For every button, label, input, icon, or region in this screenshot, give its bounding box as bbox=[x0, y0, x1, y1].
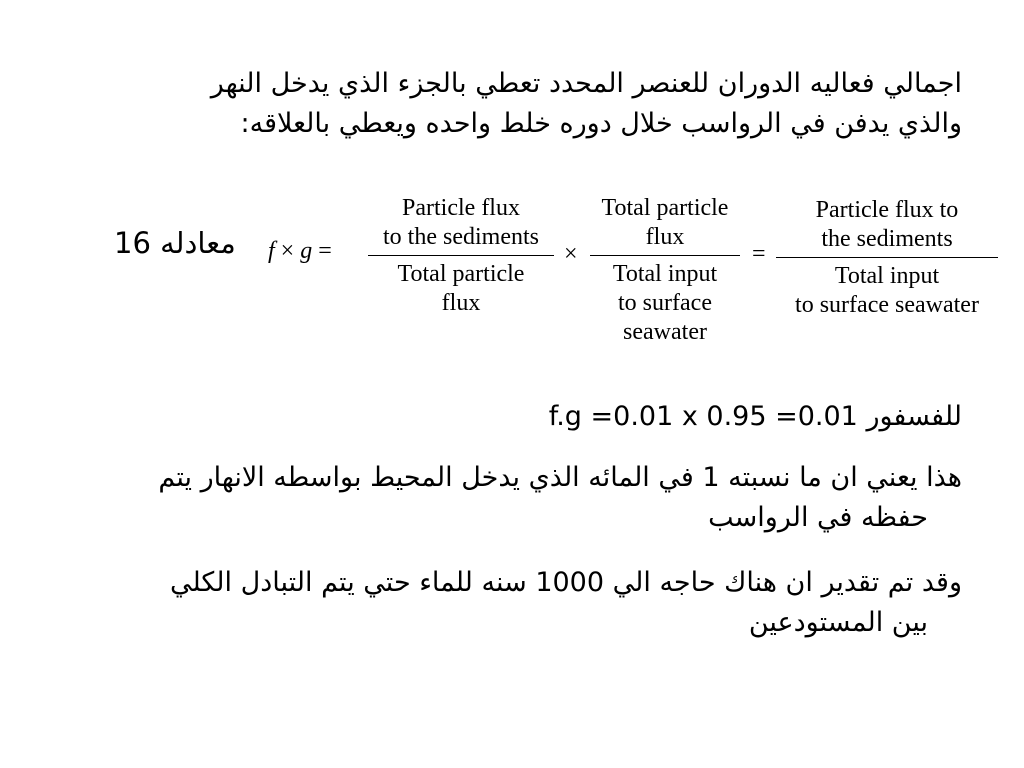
fraction-2-denominator-line-3: seawater bbox=[623, 319, 707, 345]
fraction-3-denominator-line-1: Total input bbox=[834, 263, 940, 289]
intro-line-1: اجمالي فعاليه الدوران للعنصر المحدد تعطي بالجزء الذي يدخل النهر bbox=[210, 68, 962, 99]
symbol-g: g bbox=[300, 238, 313, 264]
fraction-result bbox=[776, 196, 998, 320]
estimate-paragraph bbox=[42, 563, 962, 643]
fraction-1-denominator-line-1: Total particle bbox=[397, 261, 525, 287]
symbol-f: f bbox=[268, 238, 275, 264]
fraction-total-particle-ratio bbox=[590, 194, 740, 347]
fraction-3-bar bbox=[776, 257, 998, 258]
equation-lhs bbox=[268, 238, 332, 265]
fraction-1-numerator-line-2: to the sediments bbox=[383, 224, 539, 250]
equals-operator: = bbox=[752, 241, 766, 267]
fraction-3-numerator-line-2: the sediments bbox=[821, 226, 953, 252]
meaning-line-1: هذا يعني ان ما نسبته 1 في المائه الذي يدخل المحيط بواسطه الانهار يتم bbox=[158, 462, 962, 493]
symbol-times: × bbox=[280, 238, 295, 264]
phosphorus-line: للفسفور f.g =0.01 x 0.95 =0.01 bbox=[548, 401, 962, 432]
equation-label: معادله 16 bbox=[114, 226, 236, 260]
estimate-line-1: وقد تم تقدير ان هناك حاجه الي 1000 سنه للماء حتي يتم التبادل الكلي bbox=[169, 567, 962, 598]
fraction-2-denominator-line-2: to surface bbox=[618, 290, 712, 316]
fraction-3-denominator-line-2: to surface seawater bbox=[795, 292, 979, 318]
fraction-3-numerator-line-1: Particle flux to bbox=[815, 197, 959, 223]
fraction-1-numerator-line-1: Particle flux bbox=[402, 195, 520, 221]
phosphorus-calculation bbox=[62, 397, 962, 437]
estimate-line-2: بين المستودعين bbox=[748, 607, 928, 638]
intro-line-2: والذي يدفن في الرواسب خلال دوره خلط واحده ويعطي بالعلاقه: bbox=[240, 108, 962, 139]
fraction-particle-flux-ratio bbox=[368, 194, 554, 318]
symbol-equals: = bbox=[318, 238, 332, 264]
fraction-2-numerator-line-2: flux bbox=[645, 224, 685, 250]
fraction-1-bar bbox=[368, 255, 554, 256]
fraction-2-bar bbox=[590, 255, 740, 256]
fraction-2-numerator-line-1: Total particle bbox=[601, 195, 729, 221]
equation-block bbox=[268, 194, 1008, 354]
fraction-1-denominator-line-2: flux bbox=[441, 290, 481, 316]
times-operator: × bbox=[564, 241, 578, 267]
meaning-paragraph bbox=[42, 458, 962, 538]
fraction-2-denominator-line-1: Total input bbox=[612, 261, 718, 287]
meaning-line-2: حفظه في الرواسب bbox=[708, 502, 928, 533]
intro-paragraph bbox=[82, 64, 962, 144]
